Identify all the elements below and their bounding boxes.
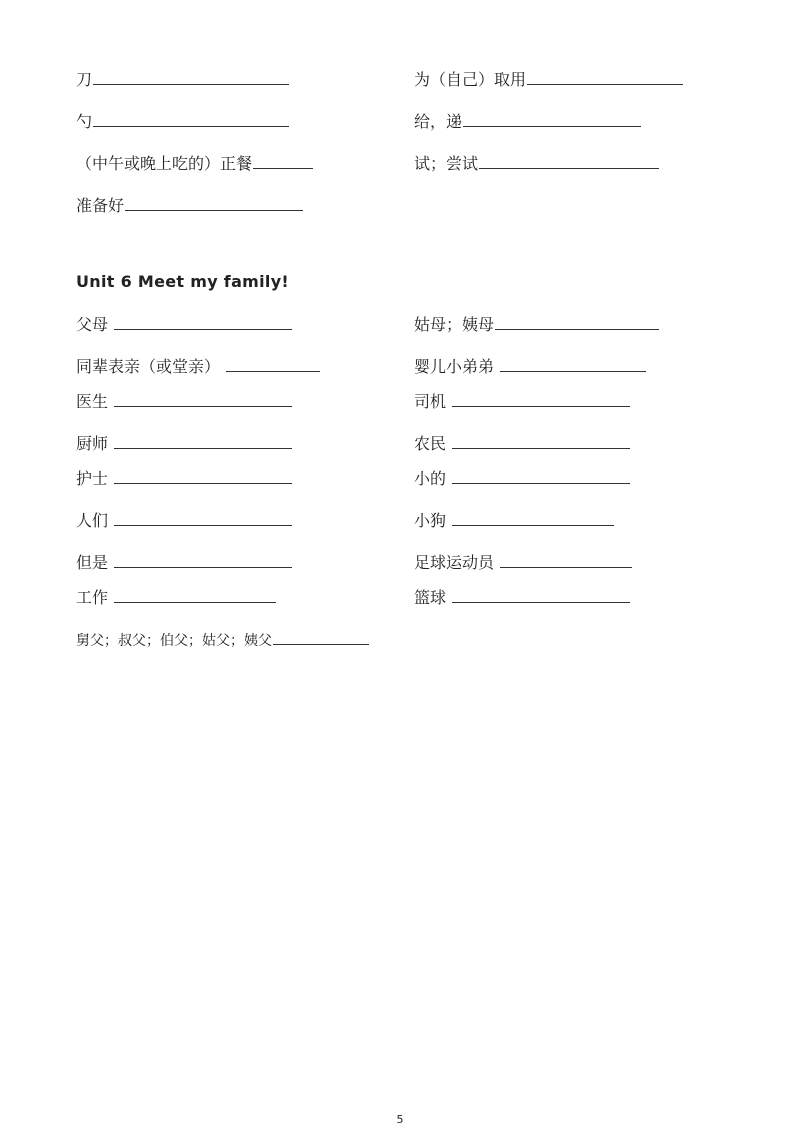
vocab-label: 小的 <box>414 469 452 488</box>
vocab-label: 篮球 <box>414 588 452 607</box>
vocab-item-pass <box>414 112 641 132</box>
vocab-item-little <box>414 469 630 489</box>
vocab-item-farmer <box>414 434 630 454</box>
vocab-label: 勺 <box>76 112 93 131</box>
vocab-item-but <box>76 553 292 573</box>
answer-blank[interactable] <box>114 553 292 568</box>
vocab-label: （中午或晚上吃的）正餐 <box>76 154 253 173</box>
answer-blank[interactable] <box>93 112 289 127</box>
vocab-label: 但是 <box>76 553 114 572</box>
vocab-label: 准备好 <box>76 196 125 215</box>
vocab-item-baby-brother <box>414 357 646 377</box>
vocab-item-driver <box>414 392 630 412</box>
answer-blank[interactable] <box>114 315 292 330</box>
answer-blank[interactable] <box>114 588 276 603</box>
answer-blank[interactable] <box>114 392 292 407</box>
vocab-item-nurse <box>76 469 292 489</box>
answer-blank[interactable] <box>114 511 292 526</box>
vocab-label: 父母 <box>76 315 114 334</box>
vocab-item-football-player <box>414 553 632 573</box>
answer-blank[interactable] <box>479 154 659 169</box>
answer-blank[interactable] <box>500 553 632 568</box>
vocab-label: 农民 <box>414 434 452 453</box>
answer-blank[interactable] <box>463 112 641 127</box>
unit-heading: Unit 6 Meet my family! <box>76 272 290 291</box>
answer-blank[interactable] <box>500 357 646 372</box>
vocab-label: 小狗 <box>414 511 452 530</box>
vocab-item-knife <box>76 70 289 90</box>
vocab-label: 护士 <box>76 469 114 488</box>
answer-blank[interactable] <box>452 392 630 407</box>
answer-blank[interactable] <box>253 154 313 169</box>
vocab-item-aunt <box>414 315 659 335</box>
vocab-item-spoon <box>76 112 289 132</box>
vocab-label: 同辈表亲（或堂亲） <box>76 357 226 376</box>
vocab-item-uncle <box>76 630 369 651</box>
vocab-item-cook <box>76 434 292 454</box>
vocab-item-cousin <box>76 357 320 377</box>
answer-blank[interactable] <box>226 357 320 372</box>
vocab-item-try <box>414 154 659 174</box>
vocab-item-help-yourself <box>414 70 683 90</box>
vocab-label: 司机 <box>414 392 452 411</box>
answer-blank[interactable] <box>452 434 630 449</box>
vocab-label: 足球运动员 <box>414 553 500 572</box>
vocab-label: 给，递 <box>414 112 463 131</box>
answer-blank[interactable] <box>452 511 614 526</box>
answer-blank[interactable] <box>495 315 659 330</box>
vocab-item-basketball <box>414 588 630 608</box>
answer-blank[interactable] <box>273 630 369 645</box>
vocab-item-doctor <box>76 392 292 412</box>
vocab-label: 医生 <box>76 392 114 411</box>
vocab-item-parents <box>76 315 292 335</box>
answer-blank[interactable] <box>452 469 630 484</box>
answer-blank[interactable] <box>114 469 292 484</box>
vocab-label: 人们 <box>76 511 114 530</box>
vocab-item-puppy <box>414 511 614 531</box>
vocab-item-ready <box>76 196 303 216</box>
answer-blank[interactable] <box>452 588 630 603</box>
vocab-label: 婴儿小弟弟 <box>414 357 500 376</box>
answer-blank[interactable] <box>114 434 292 449</box>
vocab-label: 刀 <box>76 70 93 89</box>
vocab-label: 姑母；姨母 <box>414 315 495 334</box>
answer-blank[interactable] <box>125 196 303 211</box>
page-number: 5 <box>396 1113 404 1126</box>
vocab-label: 工作 <box>76 588 114 607</box>
vocab-label: 试；尝试 <box>414 154 479 173</box>
answer-blank[interactable] <box>93 70 289 85</box>
vocab-label: 舅父；叔父；伯父；姑父；姨父 <box>76 633 272 649</box>
vocab-item-dinner <box>76 154 313 174</box>
vocab-item-people <box>76 511 292 531</box>
vocab-label: 为（自己）取用 <box>414 70 527 89</box>
vocab-label: 厨师 <box>76 434 114 453</box>
vocab-item-job <box>76 588 276 608</box>
answer-blank[interactable] <box>527 70 683 85</box>
